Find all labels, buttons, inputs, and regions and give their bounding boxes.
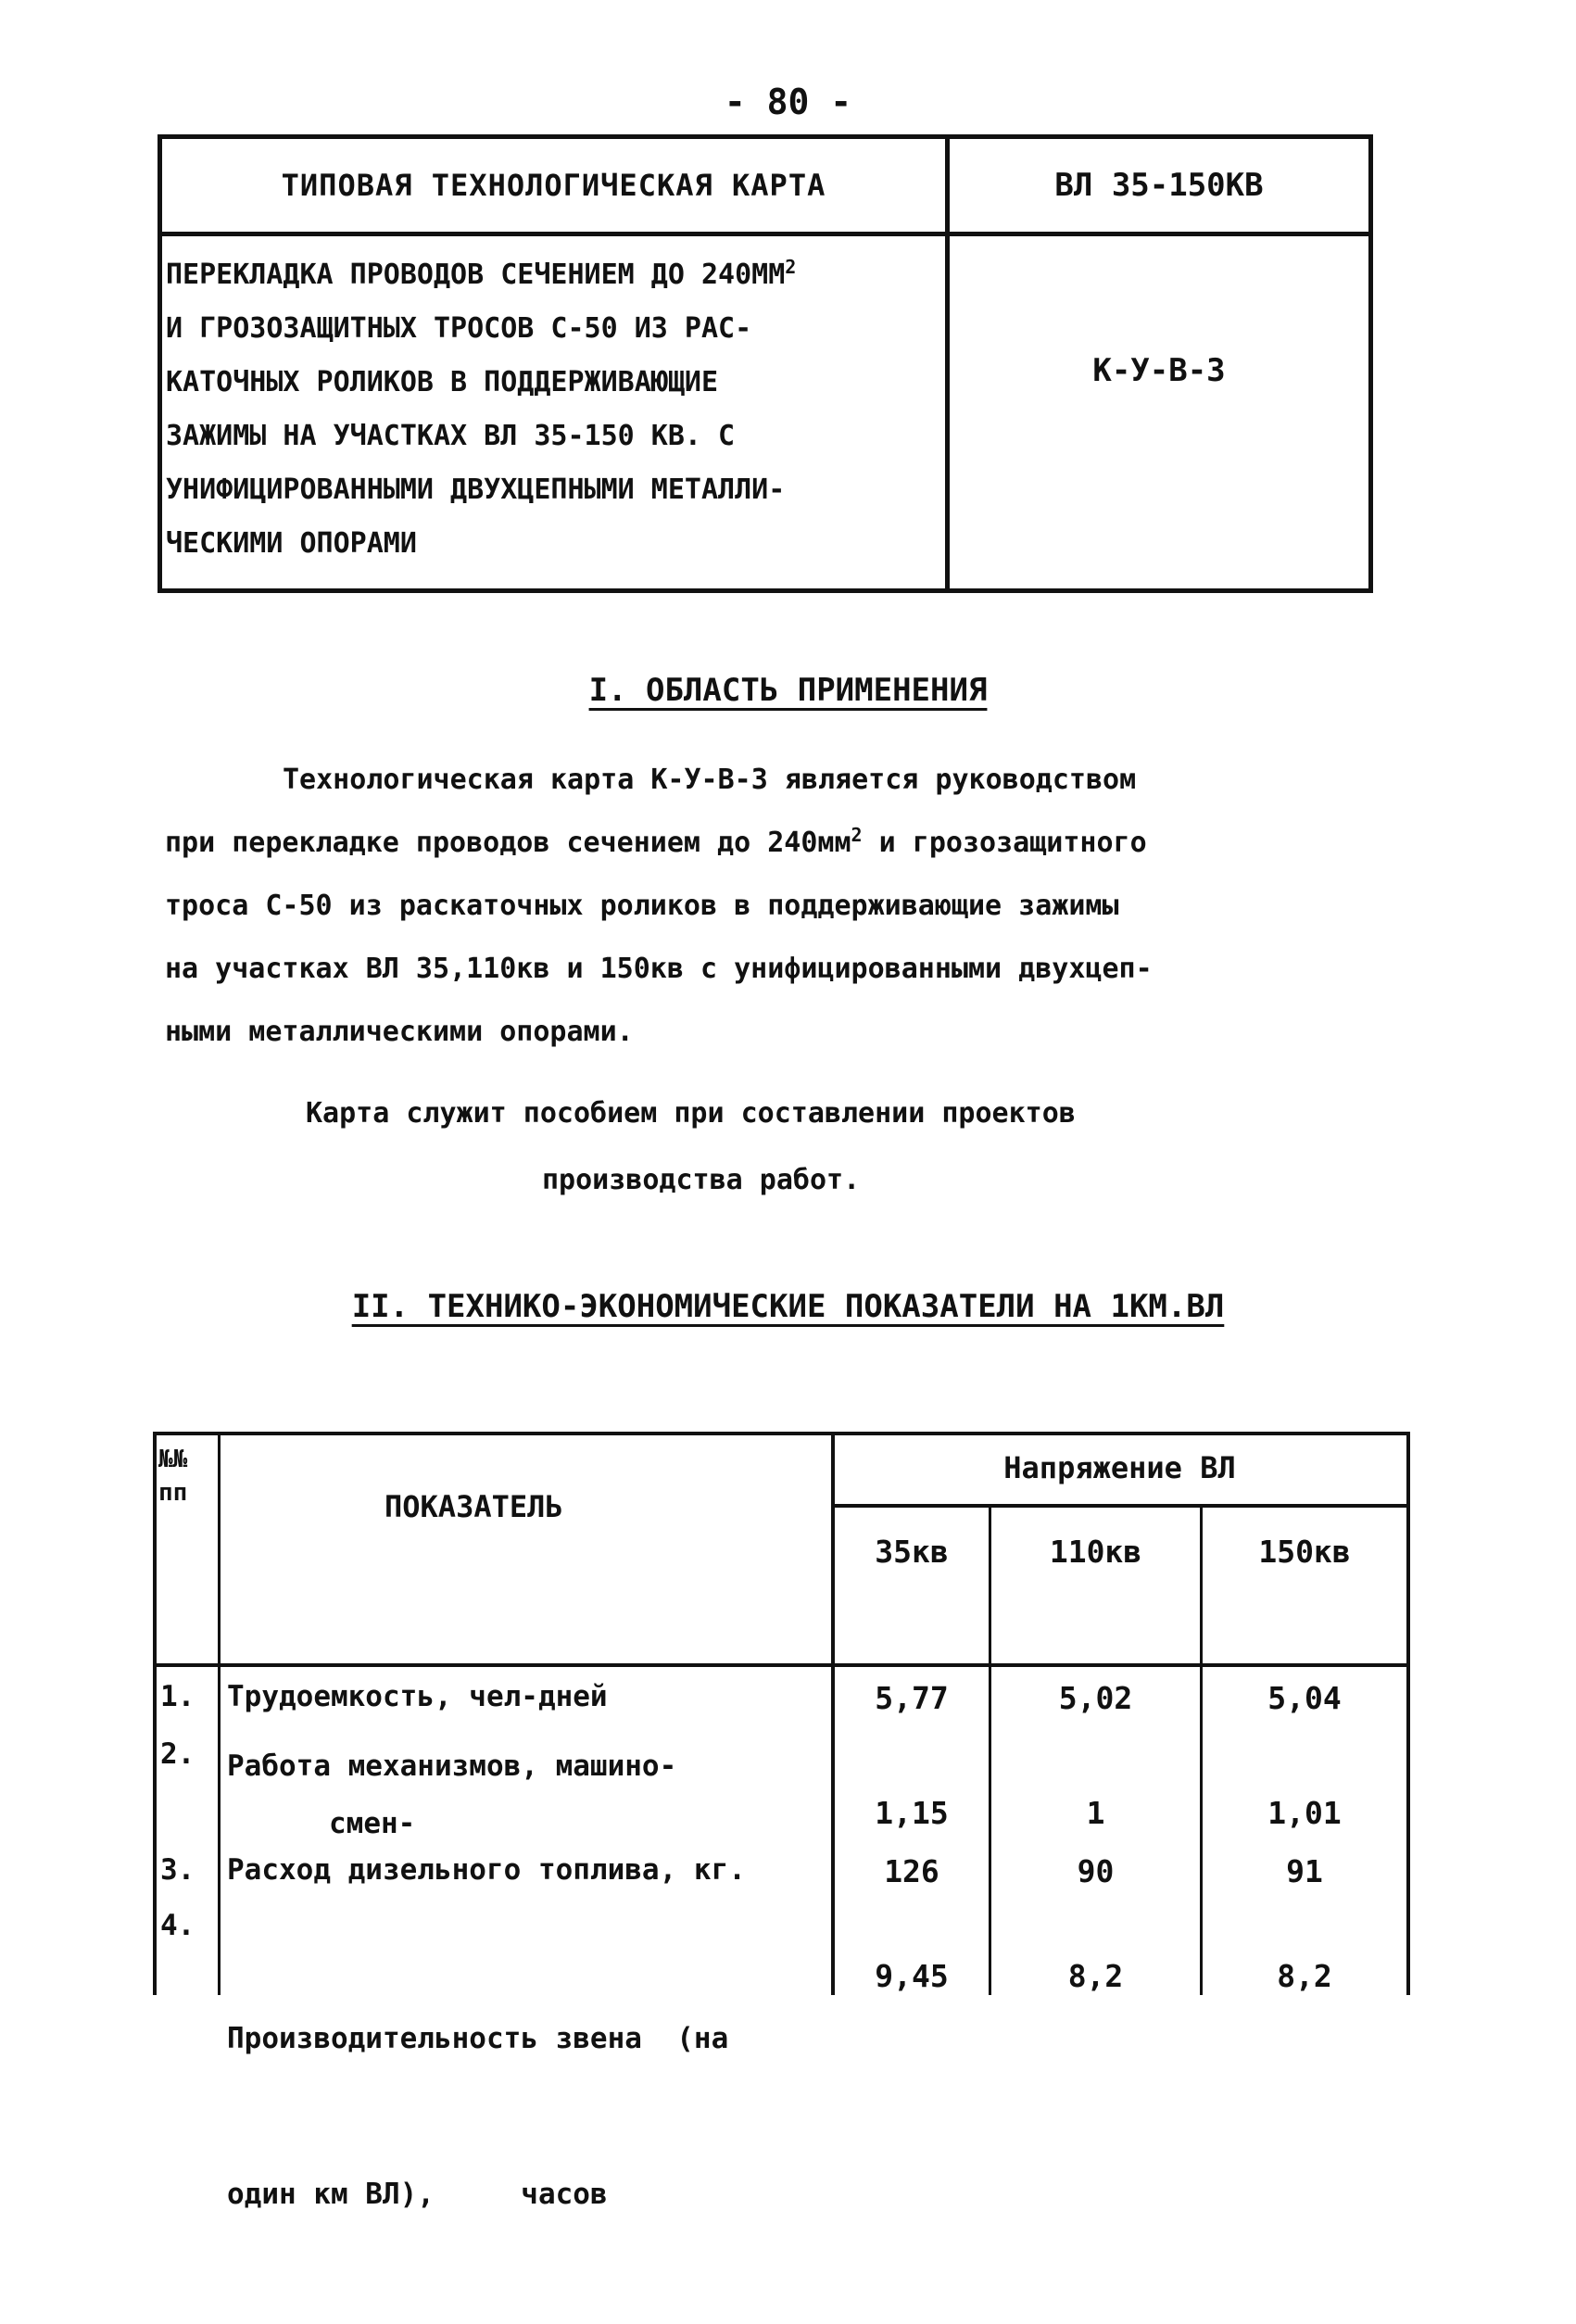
table-top-border (153, 1432, 1408, 1435)
row-value-35: 1,15 (875, 1795, 949, 1831)
work-description-line: ЧЕСКИМИ ОПОРАМИ (166, 527, 417, 560)
col-voltage-header: Напряжение ВЛ (1003, 1450, 1236, 1485)
section-1-heading: I. ОБЛАСТЬ ПРИМЕНЕНИЯ (588, 672, 988, 709)
row-value-150: 8,2 (1277, 1958, 1332, 1994)
row-number: 3. (160, 1853, 195, 1887)
section-2-heading: II. ТЕХНИКО-ЭКОНОМИЧЕСКИЕ ПОКАЗАТЕЛИ НА 1КМ.ВЛ (351, 1288, 1225, 1325)
page-number: - 80 - (724, 82, 852, 122)
row-value-150: 91 (1286, 1853, 1323, 1889)
work-description-line: ПЕРЕКЛАДКА ПРОВОДОВ СЕЧЕНИЕМ ДО $240ММ^2$ (166, 256, 797, 291)
col-indicator-header: ПОКАЗАТЕЛЬ (385, 1489, 563, 1524)
section-1-para-line: ными металлическими опорами. (165, 1016, 634, 1048)
row-number: 1. (160, 1680, 195, 1713)
row-value-110: 8,2 (1067, 1958, 1124, 1994)
section-1-para-line: троса С-50 из раскаточных роликов в поддерживающие зажимы (165, 890, 1119, 922)
table-subheader-line (831, 1504, 1408, 1508)
section-1-para-line: на участках ВЛ 35,110кв и 150кв с унифицированными двухцеп- (165, 953, 1153, 985)
col-voltage-150: 150кв (1258, 1534, 1351, 1570)
section-1-para2-line: Карта служит пособием при составлении проектов (306, 1097, 1076, 1130)
section-1-para2-line: производства работ. (542, 1164, 861, 1196)
line-voltage-code: ВЛ 35-150КВ (1054, 167, 1264, 204)
header-divider-horizontal (162, 232, 1368, 236)
work-description (166, 248, 939, 571)
work-description-line: КАТОЧНЫХ РОЛИКОВ В ПОДДЕРЖИВАЮЩИЕ (166, 366, 719, 398)
row-label: Работа механизмов, машино- смен- (227, 1749, 677, 1840)
section-1-para-line: при перекладке проводов сечением до $240мм^2$ и грозозащитного (165, 824, 1147, 859)
row-value-110: 1 (1086, 1795, 1105, 1831)
work-description-line: УНИФИЦИРОВАННЫМИ ДВУХЦЕПНЫМИ МЕТАЛЛИ- (166, 474, 786, 506)
row-value-110: 5,02 (1058, 1680, 1133, 1716)
row-value-35: 126 (884, 1853, 939, 1889)
row-label: Трудоемкость, чел-дней (227, 1680, 608, 1713)
card-type-title: ТИПОВАЯ ТЕХНОЛОГИЧЕСКАЯ КАРТА (281, 168, 826, 203)
row-label: Производительность звена (на один км ВЛ), часов (227, 2022, 729, 2211)
table-col-divider (1200, 1504, 1203, 1995)
col-number-header: №№ пп (158, 1446, 188, 1507)
row-value-35: 9,45 (875, 1958, 949, 1994)
row-number: 4. (160, 1909, 195, 1942)
card-number: К-У-В-3 (1092, 352, 1226, 389)
row-value-150: 5,04 (1267, 1680, 1342, 1716)
row-number: 2. (160, 1737, 195, 1771)
row-value-150: 1,01 (1267, 1795, 1342, 1831)
col-voltage-35: 35кв (875, 1534, 949, 1570)
col-voltage-110: 110кв (1049, 1534, 1142, 1570)
row-label: Расход дизельного топлива, кг. (227, 1853, 746, 1887)
row-value-110: 90 (1077, 1853, 1115, 1889)
row-value-35: 5,77 (875, 1680, 949, 1716)
table-left-border (153, 1432, 157, 1995)
table-right-border (1406, 1432, 1410, 1995)
table-header-bottom-line (153, 1663, 1408, 1667)
work-description-line: И ГРОЗОЗАЩИТНЫХ ТРОСОВ С-50 ИЗ РАС- (166, 312, 752, 345)
table-col-divider (989, 1504, 991, 1995)
section-1-para-line: Технологическая карта К-У-В-3 является руководством (283, 764, 1137, 796)
indicators-table (153, 1432, 1410, 2211)
header-box (158, 134, 1373, 593)
work-description-line: ЗАЖИМЫ НА УЧАСТКАХ ВЛ 35-150 КВ. С (166, 420, 736, 452)
table-col-divider (218, 1432, 221, 1995)
